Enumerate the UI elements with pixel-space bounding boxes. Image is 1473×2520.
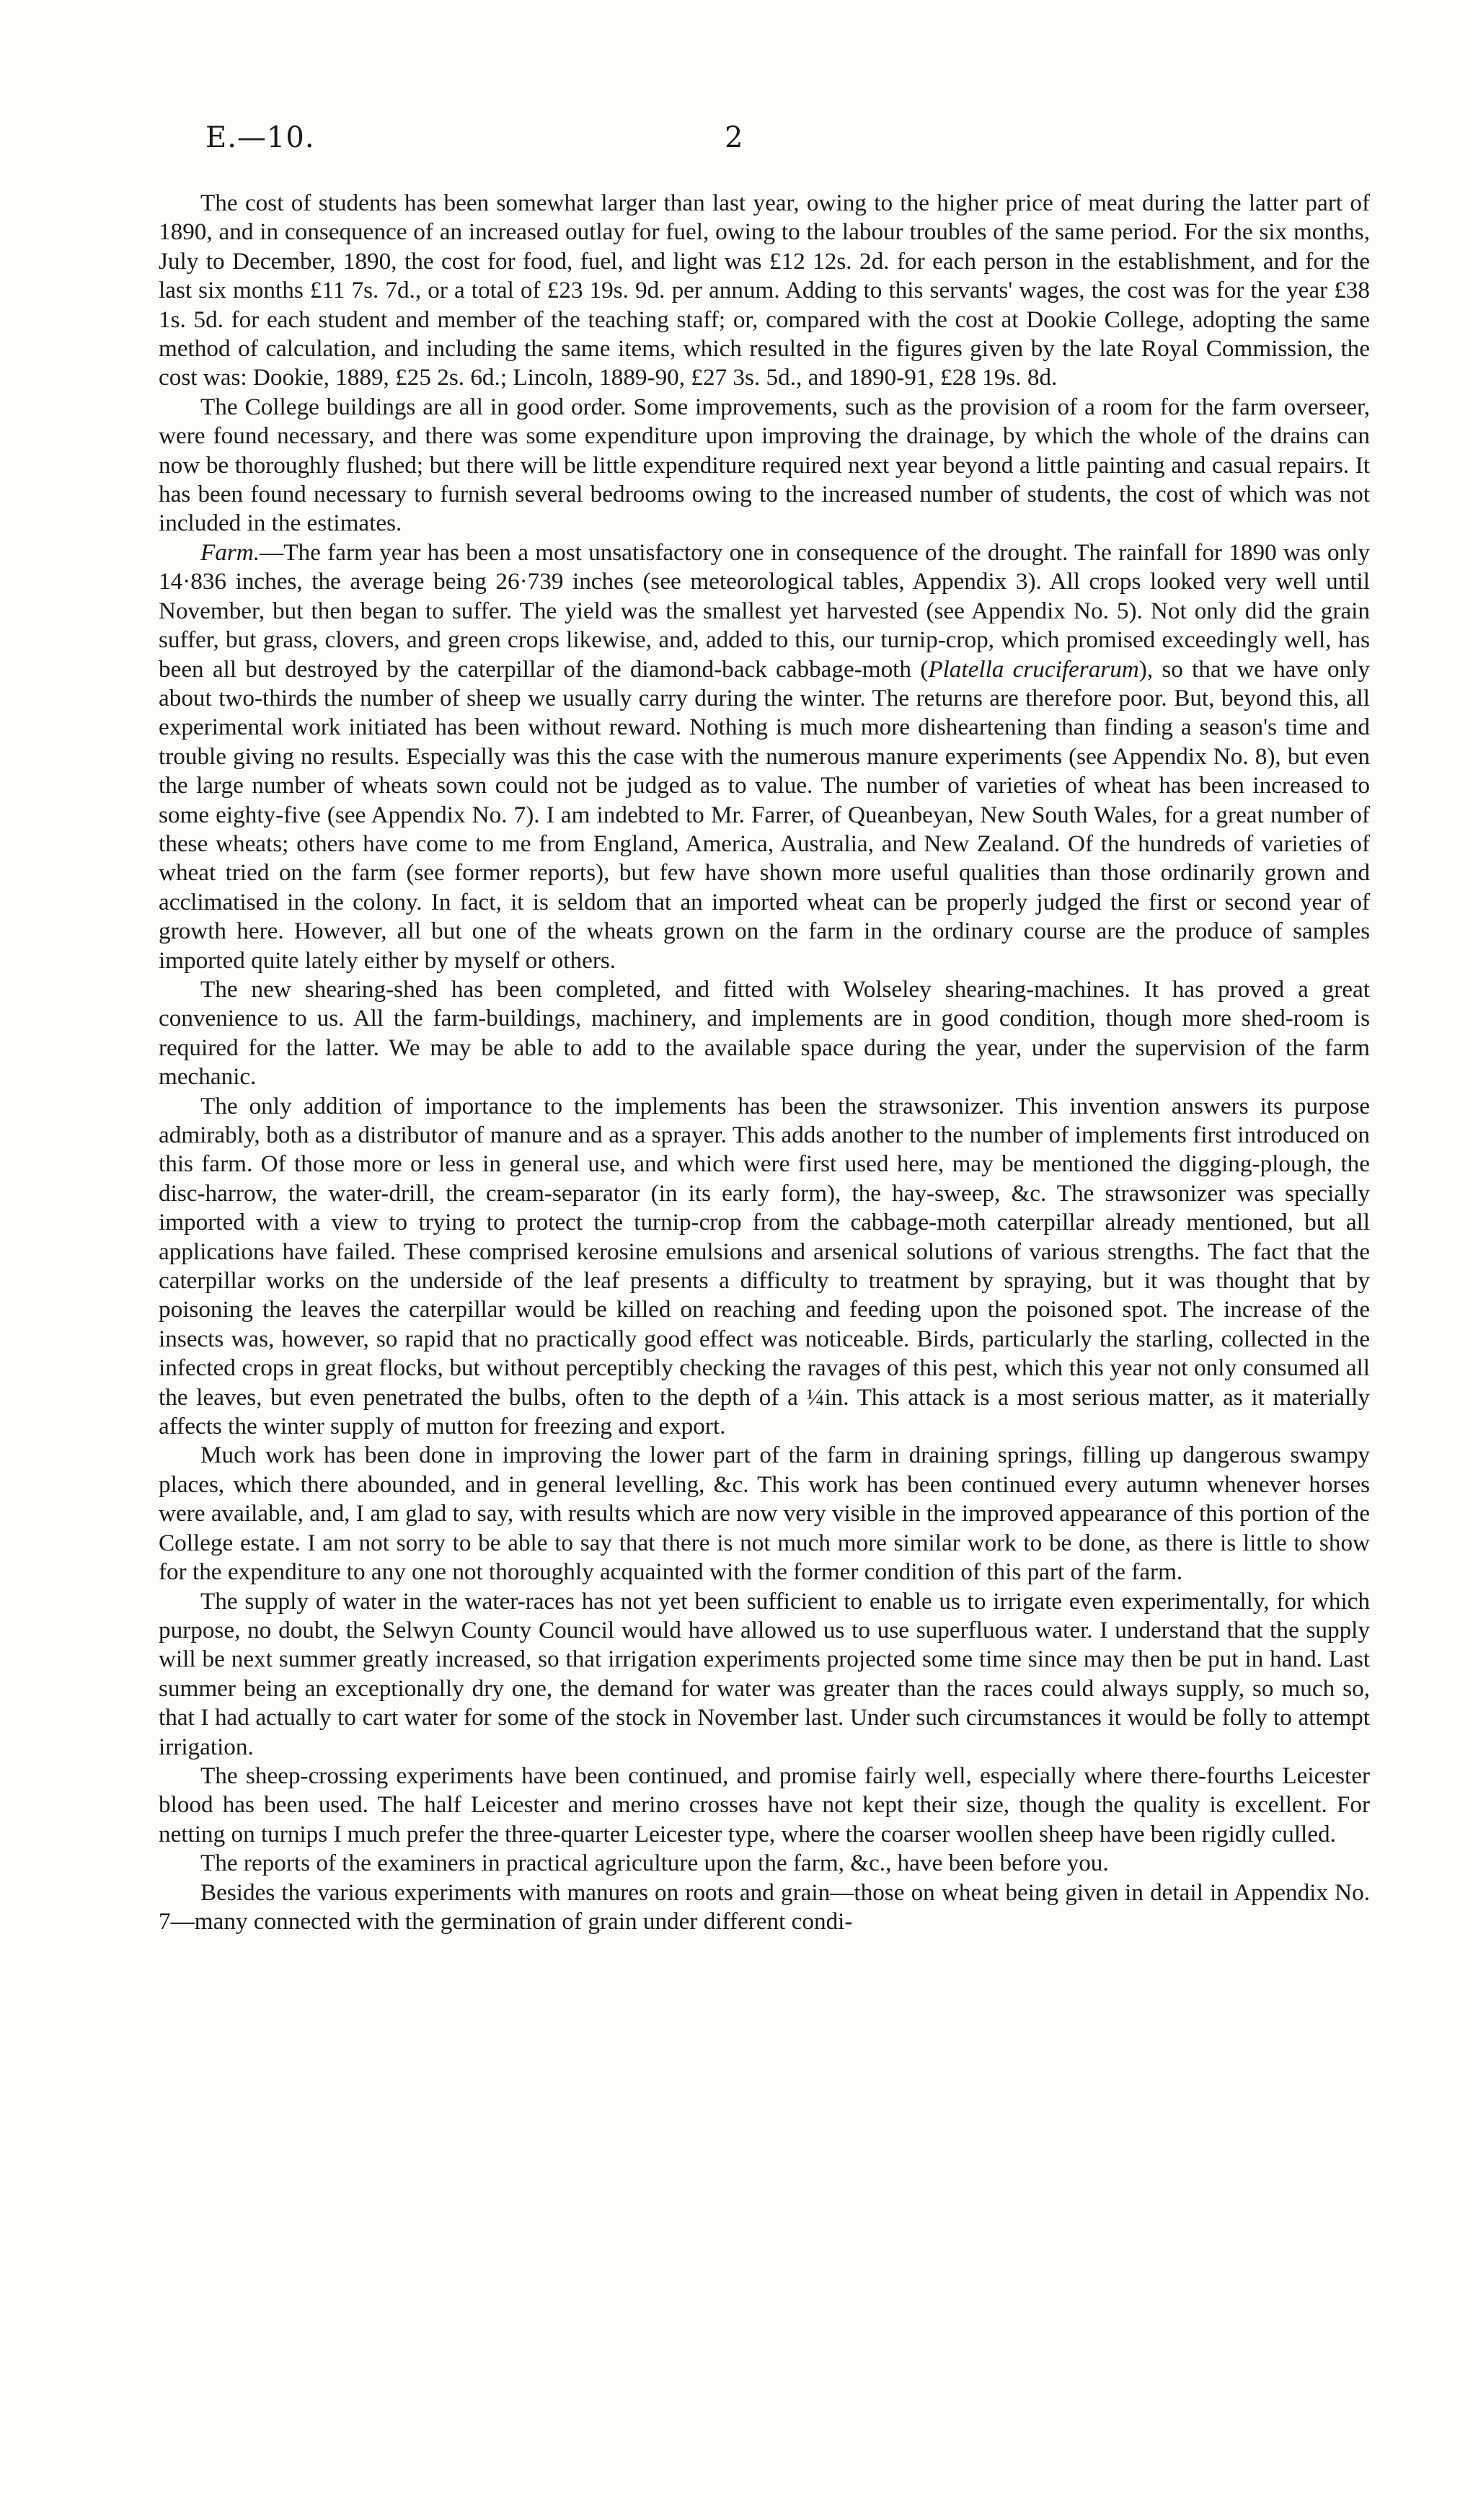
paragraph-text: The new shearing-shed has been completed, and fitted with Wolseley shearing-machines. It has proved a great convenience to us. All the farm-buildings, machinery, and implements are in good condition, though more shed-room is required for the latter. We may be able to add to the available space during the year, under the supervision of the farm mechanic.	[159, 975, 1370, 1091]
paragraph	[159, 1849, 1370, 1878]
report-body	[159, 189, 1370, 1936]
paragraph	[159, 1587, 1370, 1762]
paragraph-text: Much work has been done in improving the lower part of the farm in draining springs, filling up dangerous swampy places, which there abounded, and in general levelling, &c. This work has been continued every autumn whenever horses were available, and, I am glad to say, with results which are now very visible in the improved appearance of this portion of the College estate. I am not sorry to be able to say that there is not much more similar work to be done, as there is little to show for the expenditure to any one not thoroughly acquainted with the former condition of this part of the farm.	[159, 1442, 1370, 1586]
paragraph-text: The only addition of importance to the implements has been the strawsonizer. This invention answers its purpose admirably, both as a distributor of manure and as a sprayer. This adds another to the number of implements first introduced on this farm. Of those more or less in general use, and which were first used here, may be mentioned the digging-plough, the disc-harrow, the water-drill, the cream-separator (in its early form), the hay-sweep, &c. The strawsonizer was specially imported with a view to trying to protect the turnip-crop from the cabbage-moth caterpillar already mentioned, but all applications have failed. These comprised kerosine emulsions and arsenical solutions of various strengths. The fact that the caterpillar works on the underside of the leaf presents a difficulty to treatment by spraying, but it was thought that by poisoning the leaves the caterpillar would be killed on reaching and feeding upon the poisoned spot. The increase of the insects was, however, so rapid that no practically good effect was noticeable. Birds, particularly the starling, collected in the infected crops in great flocks, but without perceptibly checking the ravages of this pest, which this year not only consumed all the leaves, but even penetrated the bulbs, often to the depth of a ¼in. This attack is a most serious matter, as it materially affects the winter supply of mutton for freezing and export.	[159, 1092, 1370, 1440]
paragraph	[159, 189, 1370, 393]
paragraph-text: —The farm year has been a most unsatisfactory one in consequence of the drought. The rainfall for 1890 was only 14·836 inches, the average being 26·739 inches (see meteorological tables, Appendix 3). All crops looked very well until November, but then began to suffer. The yield was the smallest yet harvested (see Appendix No. 5). Not only did the grain suffer, but grass, clovers, and green crops likewise, and, added to this, our turnip-crop, which promised exceedingly well, has been all but destroyed by the caterpillar of the diamond-back cabbage-moth (	[159, 538, 1370, 683]
italic-text: Platella cruciferarum	[928, 655, 1139, 683]
paragraph	[159, 1878, 1370, 1937]
paragraph-text: The reports of the examiners in practical agriculture upon the farm, &c., have been before you.	[200, 1850, 1109, 1877]
paragraph	[159, 1762, 1370, 1849]
paragraph	[159, 1092, 1370, 1442]
document-reference: E.—10.	[205, 121, 315, 154]
paragraph-text: The College buildings are all in good order. Some improvements, such as the provision of a room for the farm overseer, were found necessary, and there was some expenditure upon improving the drainage, by which the whole of the drains can now be thoroughly flushed; but there will be little expenditure required next year beyond a little painting and casual repairs. It has been found necessary to furnish several bedrooms owing to the increased number of students, the cost of which was not included in the estimates.	[159, 393, 1370, 537]
page-number: 2	[725, 121, 743, 154]
paragraph-text: ), so that we have only about two-thirds the number of sheep we usually carry during the winter. The returns are therefore poor. But, beyond this, all experimental work initiated has been without reward. Nothing is much more disheartening than finding a season's time and trouble giving no results. Especially was this the case with the numerous manure experiments (see Appendix No. 8), but even the large number of wheats sown could not be judged as to value. The number of varieties of wheat has been increased to some eighty-five (see Appendix No. 7). I am indebted to Mr. Farrer, of Queanbeyan, New South Wales, for a great number of these wheats; others have come to me from England, America, Australia, and New Zealand. Of the hundreds of varieties of wheat tried on the farm (see former reports), but few have shown more useful qualities than those ordinarily grown and acclimatised in the colony. In fact, it is seldom that an imported wheat can be properly judged the first or second year of growth here. However, all but one of the wheats grown on the farm in the ordinary course are the produce of samples imported quite lately either by myself or others.	[159, 655, 1370, 974]
paragraph	[159, 1441, 1370, 1587]
paragraph	[159, 538, 1370, 975]
paragraph-text: The supply of water in the water-races has not yet been sufficient to enable us to irrigate even experimentally, for which purpose, no doubt, the Selwyn County Council would have allowed us to use superfluous water. I understand that the supply will be next summer greatly increased, so that irrigation experiments projected some time since may then be put in hand. Last summer being an exceptionally dry one, the demand for water was greater than the races could always supply, so much so, that I had actually to cart water for some of the stock in November last. Under such circumstances it would be folly to attempt irrigation.	[159, 1587, 1370, 1760]
italic-text: Farm.	[200, 538, 260, 566]
paragraph-text: The sheep-crossing experiments have been continued, and promise fairly well, especially where there-fourths Leicester blood has been used. The half Leicester and merino crosses have not kept their size, though the quality is excellent. For netting on turnips I much prefer the three-quarter Leicester type, where the coarser woollen sheep have been rigidly culled.	[159, 1762, 1370, 1847]
paragraph	[159, 975, 1370, 1092]
page-header	[205, 121, 1374, 164]
paragraph-text: The cost of students has been somewhat larger than last year, owing to the higher price of meat during the latter part of 1890, and in consequence of an increased outlay for fuel, owing to the labour troubles of the same period. For the six months, July to December, 1890, the cost for food, fuel, and light was £12 12s. 2d. for each person in the establishment, and for the last six months £11 7s. 7d., or a total of £23 19s. 9d. per annum. Adding to this servants' wages, the cost was for the year £38 1s. 5d. for each student and member of the teaching staff; or, compared with the cost at Dookie College, adopting the same method of calculation, and including the same items, which resulted in the figures given by the late Royal Commission, the cost was: Dookie, 1889, £25 2s. 6d.; Lincoln, 1889-90, £27 3s. 5d., and 1890-91, £28 19s. 8d.	[159, 190, 1370, 391]
paragraph	[159, 393, 1370, 538]
paragraph-text: Besides the various experiments with manures on roots and grain—those on wheat being given in detail in Appendix No. 7—many connected with the germination of grain under different condi-	[159, 1878, 1370, 1935]
